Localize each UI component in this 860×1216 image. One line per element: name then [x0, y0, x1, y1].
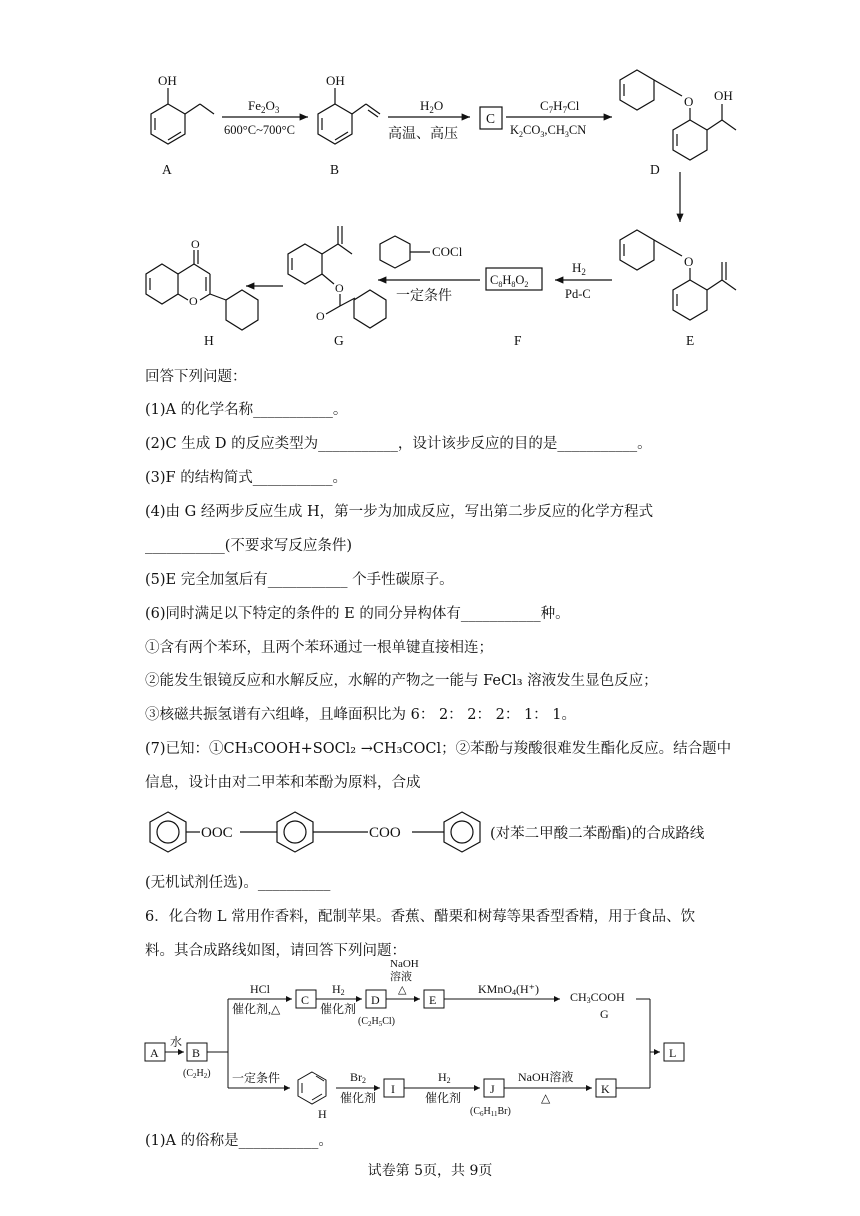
box-A	[145, 1043, 165, 1061]
question-7-line1: (7)已知：①CH₃COOH+SOCl₂ →CH₃COCl；②苯酚与羧酸很难发生酯化反应。结合题中	[145, 741, 732, 757]
ring-O-H: O	[189, 294, 198, 308]
reaction-scheme-1	[0, 0, 860, 360]
s2-NaOH: NaOH	[390, 958, 419, 970]
s2-Br2: Br2	[350, 1070, 366, 1085]
box-B	[187, 1043, 207, 1061]
step1-reagent: $Fe_2O_3$	[248, 98, 280, 115]
question-5: (5)E 完全加氢后有___________ 个手性碳原子。	[145, 572, 454, 588]
box-F-label: $C_8H_8O_2$	[490, 273, 529, 289]
oxygen-D: O	[684, 94, 694, 109]
s2-L: L	[669, 1046, 677, 1060]
s2-H2-1: H2	[332, 982, 345, 997]
step2-condition: 高温、高压	[388, 127, 458, 142]
box-I	[384, 1079, 404, 1097]
s2-CH3COOH: CH3COOH	[570, 990, 625, 1005]
ester-right: COO	[369, 825, 401, 841]
s2-certain: 一定条件	[232, 1071, 281, 1085]
s2-KMnO4: KMnO4(H⁺)	[478, 982, 540, 997]
problem-6-line1: 6．化合物 L 常用作香料，配制苹果。香蕉、醋栗和树莓等果香型香精，用于食品、饮	[145, 909, 696, 925]
s2-heat: △	[398, 984, 407, 996]
label-F: F	[514, 333, 522, 348]
s2-cat-1: 催化剂	[320, 1002, 357, 1016]
box-J	[484, 1079, 504, 1097]
s2-J: J	[490, 1082, 495, 1096]
compound-H-structure	[146, 250, 258, 330]
question-4-line2: ___________(不要求写反应条件)	[145, 538, 353, 554]
question-2: (2)C 生成 D 的反应类型为___________，设计该步反应的目的是___________。	[145, 436, 652, 452]
box-C2	[296, 990, 316, 1008]
ester-left: OOC	[201, 825, 233, 841]
question-3: (3)F 的结构简式___________。	[145, 470, 347, 486]
label-A: A	[162, 162, 172, 177]
s2-E: E	[429, 993, 437, 1007]
stepF-condition: 一定条件	[396, 289, 452, 304]
question-4-line1: (4)由 G 经两步反应生成 H，第一步为加成反应，写出第二步反应的化学方程式	[145, 504, 654, 520]
s2-D-formula: $(C_2H_5Cl)$	[358, 1016, 396, 1028]
s2-cat-2: 催化剂	[340, 1091, 377, 1105]
oxygen-E: O	[684, 254, 694, 269]
s2-C: C	[301, 993, 310, 1007]
oh-B: OH	[326, 73, 345, 88]
question-7-line3: (无机试剂任选)。__________	[145, 875, 331, 891]
label-D: D	[650, 162, 660, 177]
s2-H2-2: H2	[438, 1070, 451, 1085]
step3-condition: $K_2CO_3,CH_3CN$	[510, 123, 587, 139]
box-E2	[424, 990, 444, 1008]
condition-2: ②能发生银镜反应和水解反应，水解的产物之一能与 FeCl₃ 溶液发生显色反应；	[145, 673, 658, 689]
carbonyl-O-G: O	[316, 309, 325, 323]
stepE-reagent: $H_2$	[572, 260, 586, 277]
box-L	[664, 1043, 684, 1061]
question-6: (6)同时满足以下特定的条件的 E 的同分异构体有___________种。	[145, 606, 570, 622]
oxygen-G: O	[335, 281, 344, 295]
stepE-condition: Pd-C	[565, 287, 591, 301]
s2-D: D	[371, 993, 380, 1007]
s2-solution: 溶液	[390, 971, 412, 983]
step1-condition: 600°C~700°C	[224, 123, 295, 137]
s2-I: I	[391, 1082, 395, 1096]
s2-NaOH-solution: NaOH溶液	[518, 1070, 574, 1084]
condition-3: ③核磁共振氢谱有六组峰，且峰面积比为 6： 2： 2： 2： 1： 1。	[145, 707, 577, 723]
oh-A: OH	[158, 73, 177, 88]
s2-water: 水	[170, 1035, 183, 1049]
page-footer: 试卷第 5页，共 9页	[367, 1163, 493, 1179]
s2-A: A	[150, 1046, 159, 1060]
box-C-label: C	[486, 111, 496, 126]
oh-D: OH	[714, 88, 733, 103]
compound-B-structure	[318, 88, 380, 144]
s2-H: H	[318, 1107, 327, 1121]
compound-E-structure	[620, 230, 736, 320]
stepF-reagent: COCl	[432, 244, 463, 259]
step3-reagent: $C_7H_7Cl$	[540, 98, 580, 115]
compound-D-structure	[620, 70, 736, 160]
condition-1: ①含有两个苯环，且两个苯环通过一根单键直接相连；	[145, 640, 493, 656]
s2-B-formula: $(C_2H_2)$	[183, 1068, 211, 1080]
problem-6-line2: 料。其合成路线如图，请回答下列问题：	[145, 943, 406, 959]
s2-HCl: HCl	[250, 982, 271, 996]
problem-6-question-1: (1)A 的俗称是___________。	[145, 1133, 333, 1149]
s2-B: B	[192, 1046, 201, 1060]
box-D2	[366, 990, 386, 1008]
s2-J-formula: $(C_6H_{11}Br)$	[470, 1106, 511, 1118]
s2-K: K	[601, 1082, 610, 1096]
label-H: H	[204, 333, 214, 348]
compound-G-structure	[288, 226, 386, 328]
s2-cat-3: 催化剂	[425, 1091, 462, 1105]
question-1: (1)A 的化学名称___________。	[145, 402, 348, 418]
label-G: G	[334, 333, 344, 348]
carbonyl-O-H: O	[191, 237, 200, 251]
s2-cat-heat: 催化剂,△	[232, 1002, 281, 1016]
target-molecule-caption: (对苯二甲酸二苯酚酯)的合成路线	[490, 826, 705, 842]
compound-A-structure	[151, 88, 214, 144]
question-7-line2: 信息，设计由对二甲苯和苯酚为原料，合成	[145, 775, 421, 791]
s2-G: G	[600, 1007, 609, 1021]
s2-heat-2: △	[541, 1091, 551, 1105]
step2-reagent: $H_2O$	[420, 98, 444, 115]
label-E: E	[686, 333, 695, 348]
intro-text: 回答下列问题：	[145, 369, 247, 385]
label-B: B	[330, 162, 340, 177]
benzoyl-chloride-structure	[380, 236, 430, 268]
box-K	[596, 1079, 616, 1097]
